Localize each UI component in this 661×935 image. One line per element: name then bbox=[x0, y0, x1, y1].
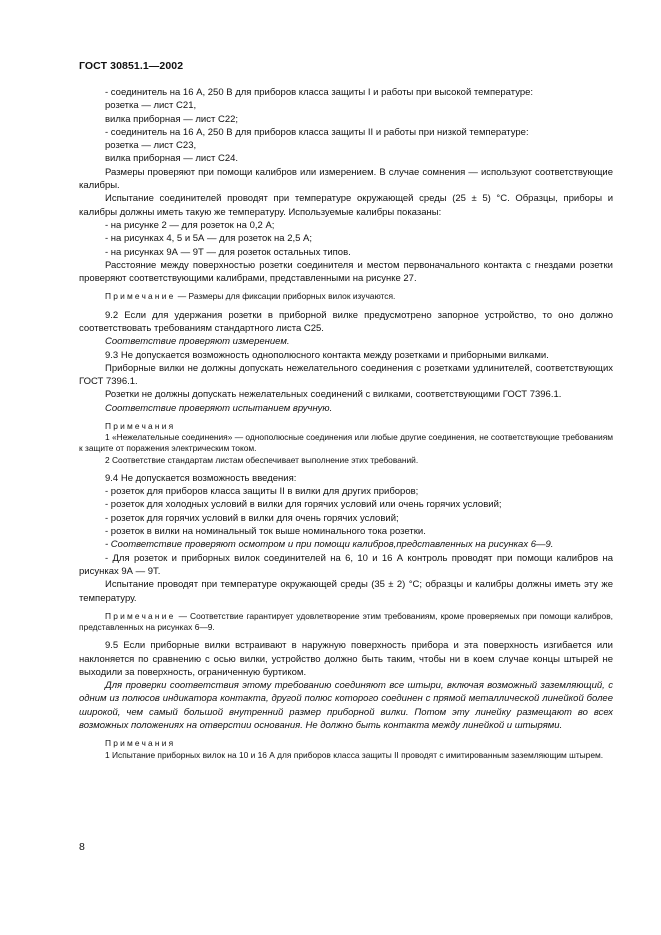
list-item: - розеток для горячих условий в вилки для очень горячих условий; bbox=[105, 512, 399, 524]
list-item: - на рисунке 2 — для розеток на 0,2 А; bbox=[105, 219, 275, 231]
compliance-text: Для проверки соответствия этому требованию соединяют все штыри, включая возможный заземляющий, с одним из полюсов индикатора контакта, другой полюс которого соединен с прямой металлической линейкой более широкой, чем самый большой внутренний размер приборной вилки. Потом эту линейку размещают во всех возможных положениях на отверстии основания. Не должно быть контакта между линейкой и штырями. bbox=[79, 680, 613, 731]
paragraph: Размеры проверяют при помощи калибров или измерением. В случае сомнения — используют соответствующие калибры. bbox=[79, 166, 613, 192]
section-9-2: 9.2 Если для удержания розетки в приборной вилке предусмотрено запорное устройство, то оно должно соответствовать требованиям стандартного листа С25. bbox=[79, 309, 613, 334]
paragraph: Приборные вилки не должны допускать нежелательного соединения с розетками удлинителей, соответствующих ГОСТ 7396.1. bbox=[79, 362, 613, 388]
notes-label: Примечания bbox=[105, 738, 176, 749]
note bbox=[79, 291, 613, 302]
note-item: 1 Испытание приборных вилок на 10 и 16 А для приборов класса защиты II проводят с имитированным заземляющим штырем. bbox=[105, 749, 604, 760]
note-label: Примечание bbox=[105, 610, 176, 621]
list-item: - соединитель на 16 А, 250 В для приборов класса защиты II и работы при низкой температуре: bbox=[105, 126, 529, 138]
compliance-text: - Соответствие проверяют осмотром и при помощи калибров,представленных на рисунках 6—9. bbox=[105, 539, 554, 551]
paragraph: Испытание проводят при температуре окружающей среды (35 ± 2) °С; образцы и калибры должны иметь эту же температуру. bbox=[79, 579, 613, 604]
compliance-text: Соответствие проверяют испытанием вручную. bbox=[105, 402, 333, 414]
list-item: - соединитель на 16 А, 250 В для приборов класса защиты I и работы при высокой температуре: bbox=[105, 87, 534, 98]
note-text: — Соответствие гарантирует удовлетворение этим требованиям, кроме проверяемых при помощи калибров, представленных на рисунках 6—9. bbox=[79, 610, 613, 633]
document-body bbox=[79, 86, 613, 761]
notes-label: Примечания bbox=[105, 421, 176, 432]
list-item: вилка приборная — лист С24. bbox=[105, 153, 239, 165]
page-number: 8 bbox=[79, 841, 85, 853]
list-item: - розеток для приборов класса защиты II в вилки для других приборов; bbox=[105, 486, 419, 498]
list-item: - розеток для холодных условий в вилки для горячих условий или очень горячих условий; bbox=[105, 499, 502, 511]
compliance-text: Соответствие проверяют измерением. bbox=[105, 336, 290, 348]
list-item: розетка — лист С23, bbox=[105, 140, 197, 152]
section-9-4: 9.4 Не допускается возможность введения: bbox=[105, 472, 297, 484]
paragraph: - Для розеток и приборных вилок соединителей на 6, 10 и 16 А контроль проводят при помощи калибров на рисунках 9А — 9Т. bbox=[79, 552, 613, 577]
note-text: — Размеры для фиксации приборных вилок изучаются. bbox=[175, 291, 396, 302]
paragraph: Испытание соединителей проводят при температуре окружающей среды (25 ± 5) °С. Образцы, приборы и калибры должны иметь такую же температуру. Используемые калибры показаны: bbox=[79, 193, 613, 218]
paragraph: Расстояние между поверхностью розетки соединителя и местом первоначального контакта с гнездами розетки проверяют соответствующими калибрами, представленными на рисунке 27. bbox=[79, 259, 613, 285]
note-item: 2 Соответствие стандартам листам обеспечивает выполнение этих требований. bbox=[105, 454, 419, 465]
list-item: вилка приборная — лист С22; bbox=[105, 113, 239, 125]
note bbox=[79, 611, 613, 633]
note-item: 1 «Нежелательные соединения» — однополюсные соединения или любые другие соединения, не соответствующие требованиям к защите от поражения электрическим током. bbox=[79, 432, 613, 454]
note-label: Примечание bbox=[105, 291, 176, 302]
list-item: - на рисунках 4, 5 и 5А — для розеток на 2,5 А; bbox=[105, 233, 313, 245]
paragraph: Розетки не должны допускать нежелательных соединений с вилками, соответствующими ГОСТ 7396.1. bbox=[105, 389, 562, 401]
list-item: - на рисунках 9А — 9Т — для розеток остальных типов. bbox=[105, 246, 351, 258]
document-header: ГОСТ 30851.1—2002 bbox=[79, 60, 184, 72]
list-item: - розеток в вилки на номинальный ток выше номинального тока розетки. bbox=[105, 526, 426, 538]
section-9-3: 9.3 Не допускается возможность однополюсного контакта между розетками и приборными вилками. bbox=[105, 349, 549, 361]
section-9-5: 9.5 Если приборные вилки встраивают в наружную поверхность прибора и эта поверхность изгибается или наклоняется по сравнению с осью вилки, устройство должно быть таким, чтобы ни в коем случае концы штырей не выходили за поверхность, ограниченную буртиком. bbox=[79, 640, 613, 678]
list-item: розетка — лист С21, bbox=[105, 100, 197, 112]
